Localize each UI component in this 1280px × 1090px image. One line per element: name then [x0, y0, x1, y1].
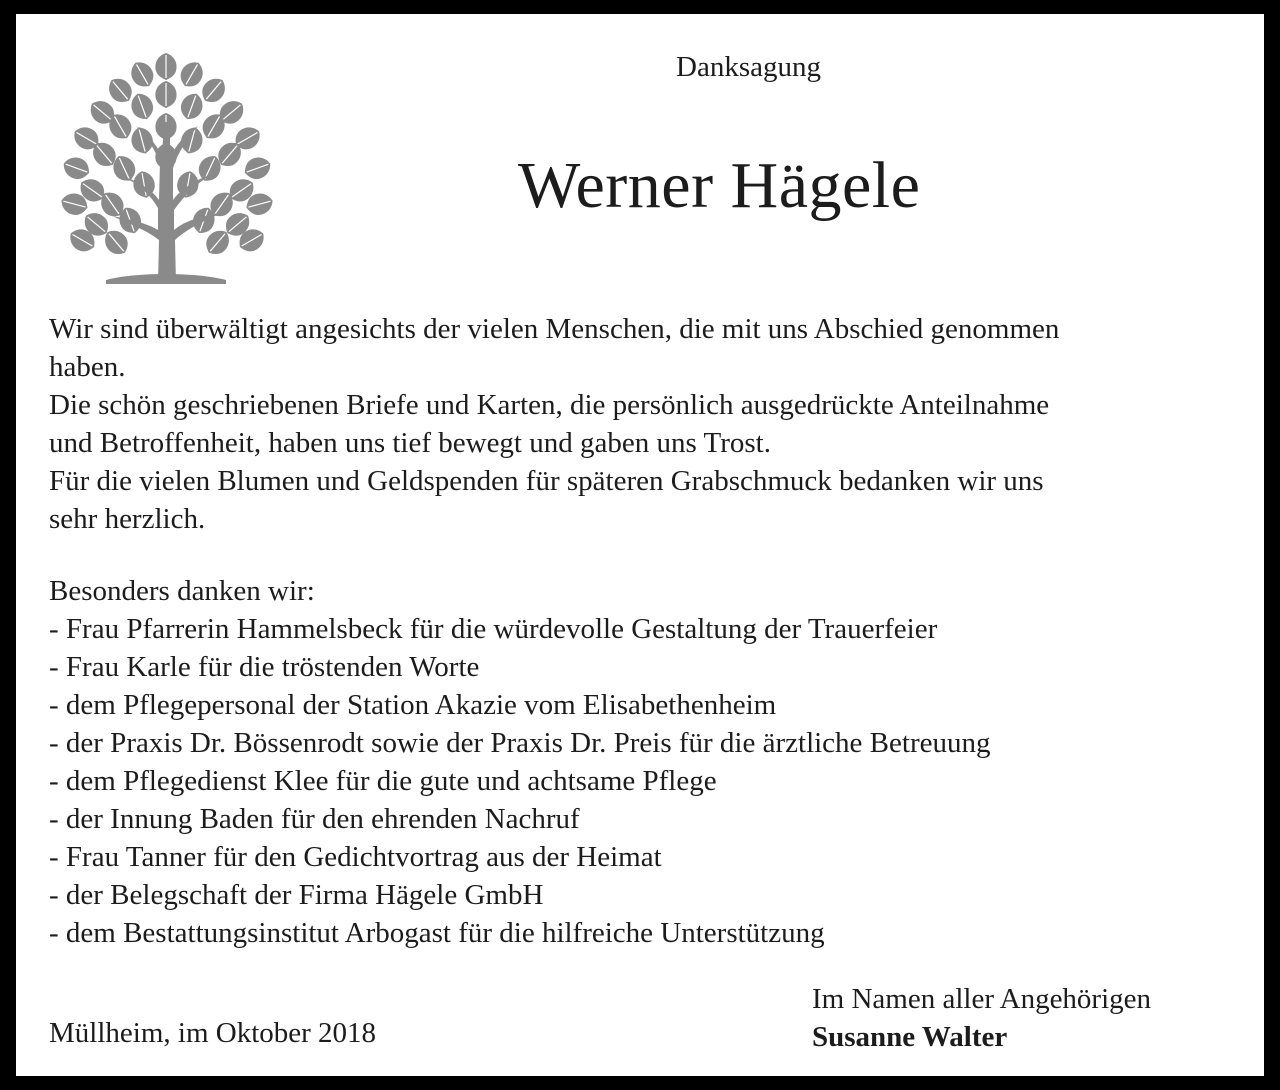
list-item: - der Praxis Dr. Bössenrodt sowie der Praxis Dr. Preis für die ärztliche Betreuung — [49, 727, 991, 759]
place-date: Müllheim, im Oktober 2018 — [49, 1017, 377, 1049]
body-line: Die schön geschriebenen Briefe und Karten, die persönlich ausgedrückte Anteilnahme — [49, 389, 1050, 421]
list-item: - dem Bestattungsinstitut Arbogast für die hilfreiche Unterstützung — [49, 917, 825, 949]
on-behalf-text: Im Namen aller Angehörigen — [812, 983, 1152, 1015]
body-line: Für die vielen Blumen und Geldspenden für späteren Grabschmuck bedanken wir uns — [49, 465, 1044, 497]
list-item: - dem Pflegedienst Klee für die gute und achtsame Pflege — [49, 765, 717, 797]
list-item: - der Innung Baden für den ehrenden Nachruf — [49, 803, 580, 835]
thanks-list — [49, 572, 1249, 952]
body-line: und Betroffenheit, haben uns tief bewegt und gaben uns Trost. — [49, 427, 771, 459]
list-item: - Frau Tanner für den Gedichtvortrag aus der Heimat — [49, 841, 662, 873]
heading-danksagung: Danksagung — [676, 51, 821, 83]
message-body — [49, 310, 1249, 538]
body-line: haben. — [49, 351, 126, 383]
thanks-intro: Besonders danken wir: — [49, 575, 315, 607]
body-line: sehr herzlich. — [49, 503, 206, 535]
tree-icon — [46, 44, 286, 284]
list-item: - der Belegschaft der Firma Hägele GmbH — [49, 879, 544, 911]
list-item: - Frau Karle für die tröstenden Worte — [49, 651, 480, 683]
body-line: Wir sind überwältigt angesichts der vielen Menschen, die mit uns Abschied genommen — [49, 313, 1060, 345]
list-item: - dem Pflegepersonal der Station Akazie vom Elisabethenheim — [49, 689, 777, 721]
list-item: - Frau Pfarrerin Hammelsbeck für die würdevolle Gestaltung der Trauerfeier — [49, 613, 938, 645]
deceased-name: Werner Hägele — [518, 149, 921, 222]
signer-name: Susanne Walter — [812, 1021, 1008, 1053]
signature-block — [812, 980, 1151, 1056]
